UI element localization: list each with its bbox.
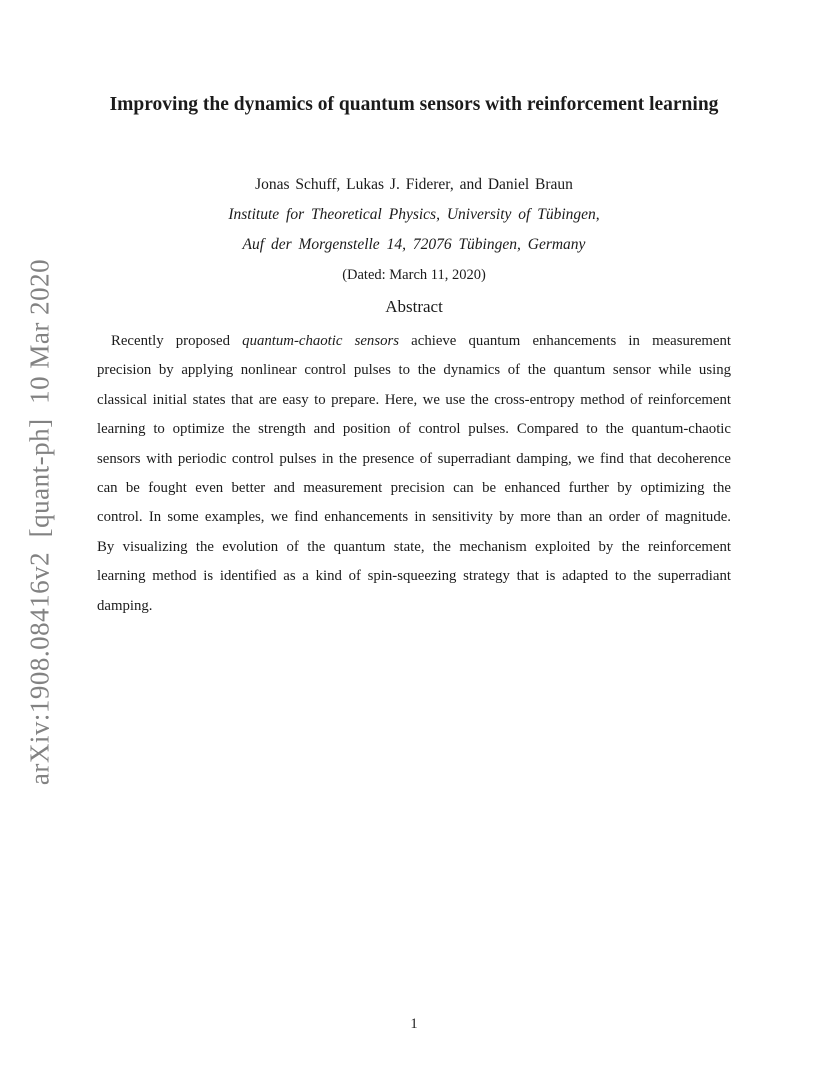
affiliation-line-1: Institute for Theoretical Physics, University of Tübingen, xyxy=(228,206,600,223)
abstract-text-intro: Recently proposed xyxy=(111,333,243,349)
abstract-heading: Abstract xyxy=(385,297,443,316)
page-number: 1 xyxy=(410,1016,418,1032)
dated-line: (Dated: March 11, 2020) xyxy=(342,267,486,283)
abstract-emphasis-phrase: quantum-chaotic sensors xyxy=(242,333,400,349)
paper-title: Improving the dynamics of quantum sensors with reinforcement learning xyxy=(109,94,719,115)
abstract-paragraph xyxy=(97,327,731,621)
affiliation-line-2: Auf der Morgenstelle 14, 72076 Tübingen, Germany xyxy=(242,236,586,253)
author-line: Jonas Schuff, Lukas J. Fiderer, and Daniel Braun xyxy=(255,176,573,193)
arxiv-watermark-label: arXiv:1908.08416v2 [quant-ph] 10 Mar 2020 xyxy=(24,258,55,786)
abstract-text-body: achieve quantum enhancements in measurement precision by applying nonlinear control pulses to the dynamics of the quantum sensor while using classical initial states that are easy to prepare. Here, we use the cross-entropy method of reinforcement learning to optimize the strength and position of control pulses. Compared to the quantum-chaotic sensors with periodic control pulses in the presence of superradiant damping, we find that decoherence can be fought even better and measurement precision can be enhanced further by optimizing the control. In some examples, we find enhancements in sensitivity by more than an order of magnitude. By visualizing the evolution of the quantum state, the mechanism exploited by the reinforcement learning method is identified as a kind of spin-squeezing strategy that is adapted to the superradiant damping. xyxy=(97,333,731,614)
